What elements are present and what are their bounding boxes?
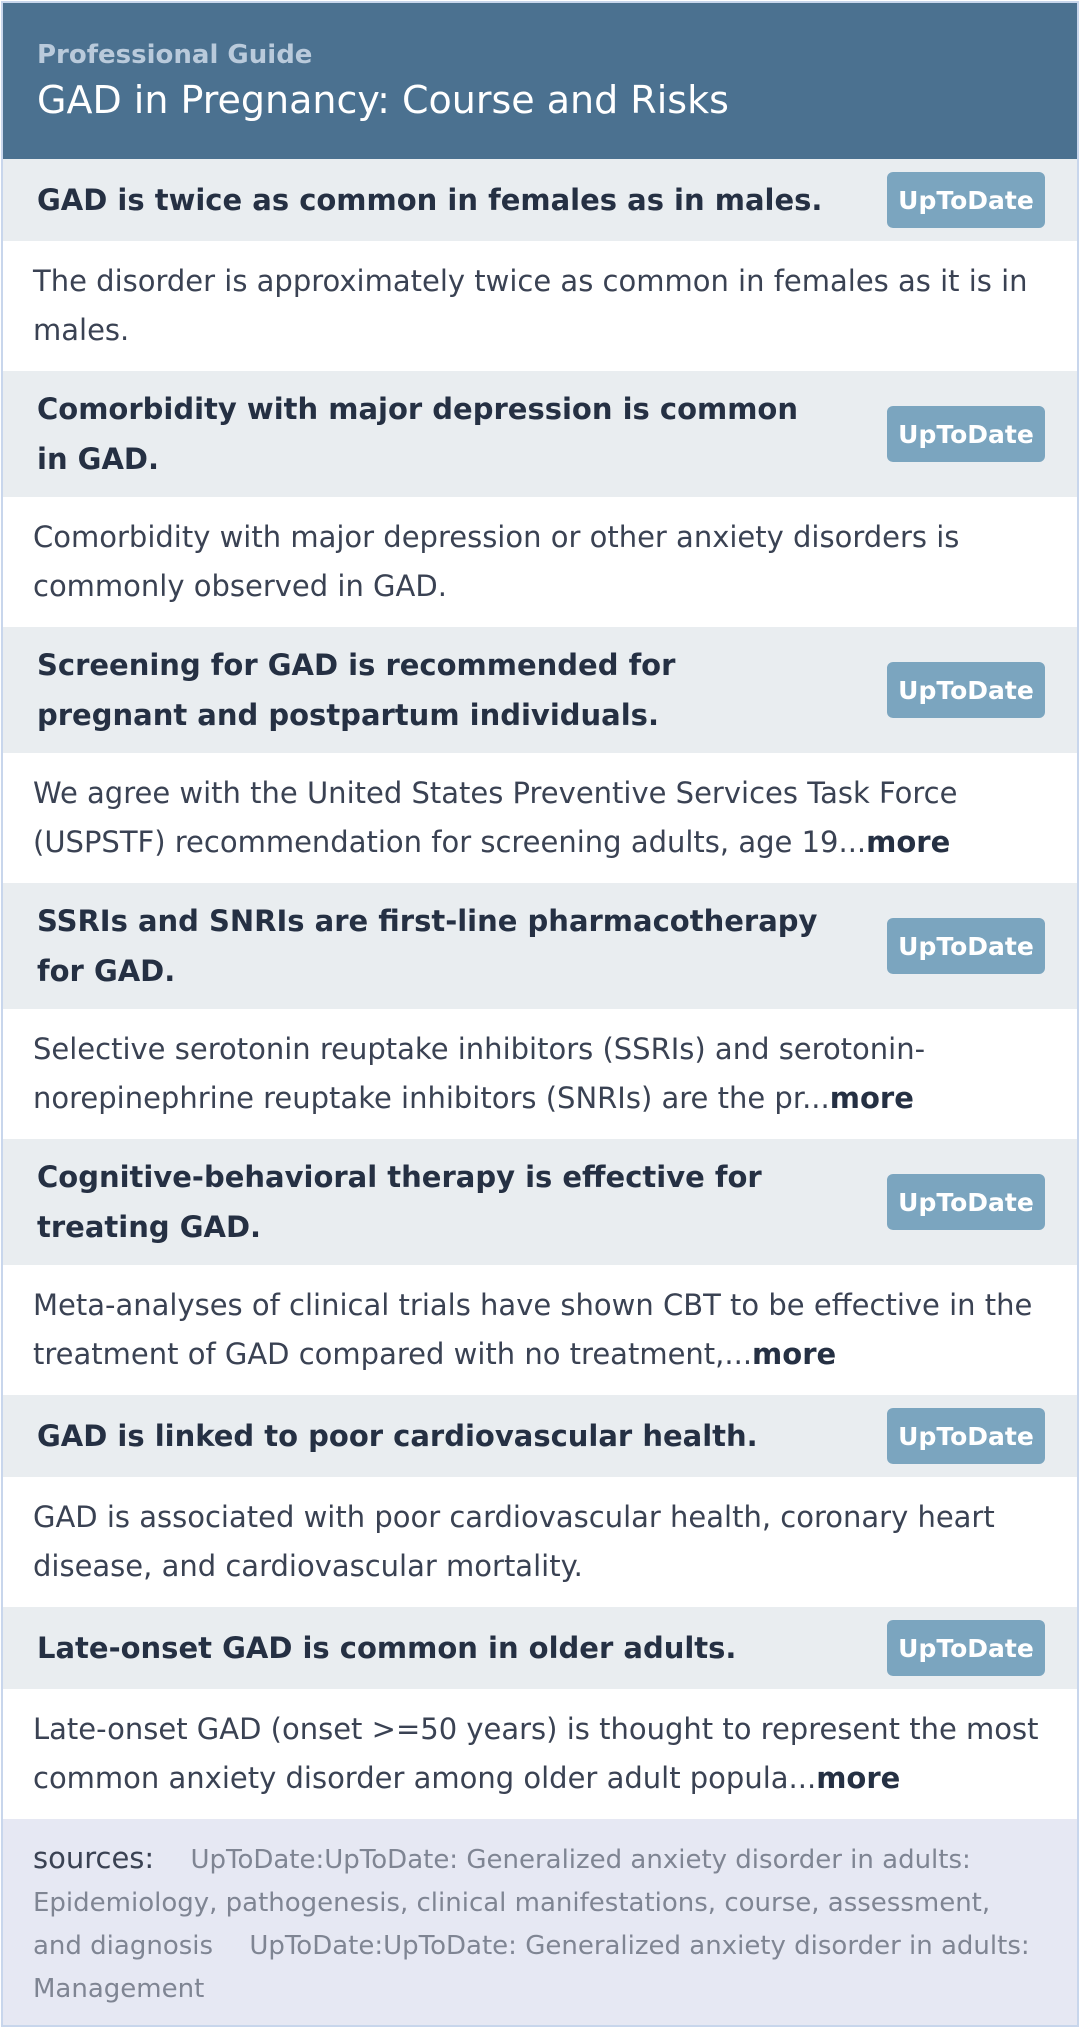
- claim-row: [3, 159, 1077, 241]
- uptodate-source-button[interactable]: UpToDate: [887, 1620, 1045, 1676]
- detail-text-truncated: Meta-analyses of clinical trials have shown CBT to be effective in the treatment of GAD compared with no treatment,...: [33, 1288, 1033, 1371]
- claim-row: [3, 883, 1077, 1009]
- claim-row: [3, 371, 1077, 497]
- claim-heading: Late-onset GAD is common in older adults.: [37, 1631, 737, 1665]
- claim-detail: [3, 241, 1077, 371]
- claim-detail: [3, 1265, 1077, 1395]
- uptodate-source-button[interactable]: UpToDate: [887, 406, 1045, 462]
- detail-text: Comorbidity with major depression or other anxiety disorders is commonly observed in GAD.: [33, 520, 960, 603]
- claim-detail: [3, 497, 1077, 627]
- claim-detail: [3, 1009, 1077, 1139]
- detail-text: [33, 1705, 1047, 1803]
- claim-heading: Comorbidity with major depression is common in GAD.: [37, 392, 798, 476]
- claim-heading: Cognitive-behavioral therapy is effective for treating GAD.: [37, 1160, 762, 1244]
- uptodate-source-button[interactable]: UpToDate: [887, 172, 1045, 228]
- page-title: GAD in Pregnancy: Course and Risks: [37, 78, 729, 122]
- claim-detail: [3, 1477, 1077, 1607]
- uptodate-source-button[interactable]: UpToDate: [887, 1174, 1045, 1230]
- detail-text-truncated: Late-onset GAD (onset >=50 years) is thought to represent the most common anxiety disorder among older adult popula...: [33, 1712, 1039, 1795]
- source-link[interactable]: UpToDate:UpToDate: Generalized anxiety disorder in adults: Epidemiology, pathogenesis, clinical manifestations, course, assessment, and diagnosis: [33, 1845, 991, 1961]
- detail-text: [33, 1281, 1047, 1379]
- guide-header: [3, 3, 1077, 159]
- detail-text: [33, 1025, 1047, 1123]
- uptodate-source-button[interactable]: UpToDate: [887, 918, 1045, 974]
- claim-heading: GAD is twice as common in females as in males.: [37, 183, 823, 217]
- claim-row: [3, 1395, 1077, 1477]
- uptodate-source-button[interactable]: UpToDate: [887, 662, 1045, 718]
- claim-heading: Screening for GAD is recommended for pregnant and postpartum individuals.: [37, 648, 676, 732]
- claim-heading: GAD is linked to poor cardiovascular health.: [37, 1419, 758, 1453]
- detail-text: [33, 769, 1047, 867]
- claim-detail: [3, 1689, 1077, 1819]
- detail-text-truncated: We agree with the United States Preventive Services Task Force (USPSTF) recommendation for screening adults, age 19...: [33, 776, 958, 859]
- claim-row: [3, 1139, 1077, 1265]
- more-link[interactable]: more: [816, 1761, 901, 1795]
- detail-text-truncated: Selective serotonin reuptake inhibitors (SSRIs) and serotonin-norepinephrine reuptake inhibitors (SNRIs) are the pr...: [33, 1032, 926, 1115]
- claim-detail: [3, 753, 1077, 883]
- detail-text: The disorder is approximately twice as common in females as it is in males.: [33, 264, 1028, 347]
- source-link[interactable]: UpToDate:UpToDate: Generalized anxiety disorder in adults: Management: [33, 1931, 1030, 2004]
- sources-label: sources:: [33, 1841, 155, 1875]
- claim-row: [3, 627, 1077, 753]
- guide-subtitle: Professional Guide: [37, 40, 313, 70]
- sources-section: [3, 1819, 1077, 2027]
- more-link[interactable]: more: [866, 825, 951, 859]
- professional-guide-page: [1, 1, 1079, 2027]
- more-link[interactable]: more: [829, 1081, 914, 1115]
- more-link[interactable]: more: [752, 1337, 837, 1371]
- claim-row: [3, 1607, 1077, 1689]
- uptodate-source-button[interactable]: UpToDate: [887, 1408, 1045, 1464]
- detail-text: GAD is associated with poor cardiovascular health, coronary heart disease, and cardiovascular mortality.: [33, 1500, 995, 1583]
- claim-heading: SSRIs and SNRIs are first-line pharmacotherapy for GAD.: [37, 904, 818, 988]
